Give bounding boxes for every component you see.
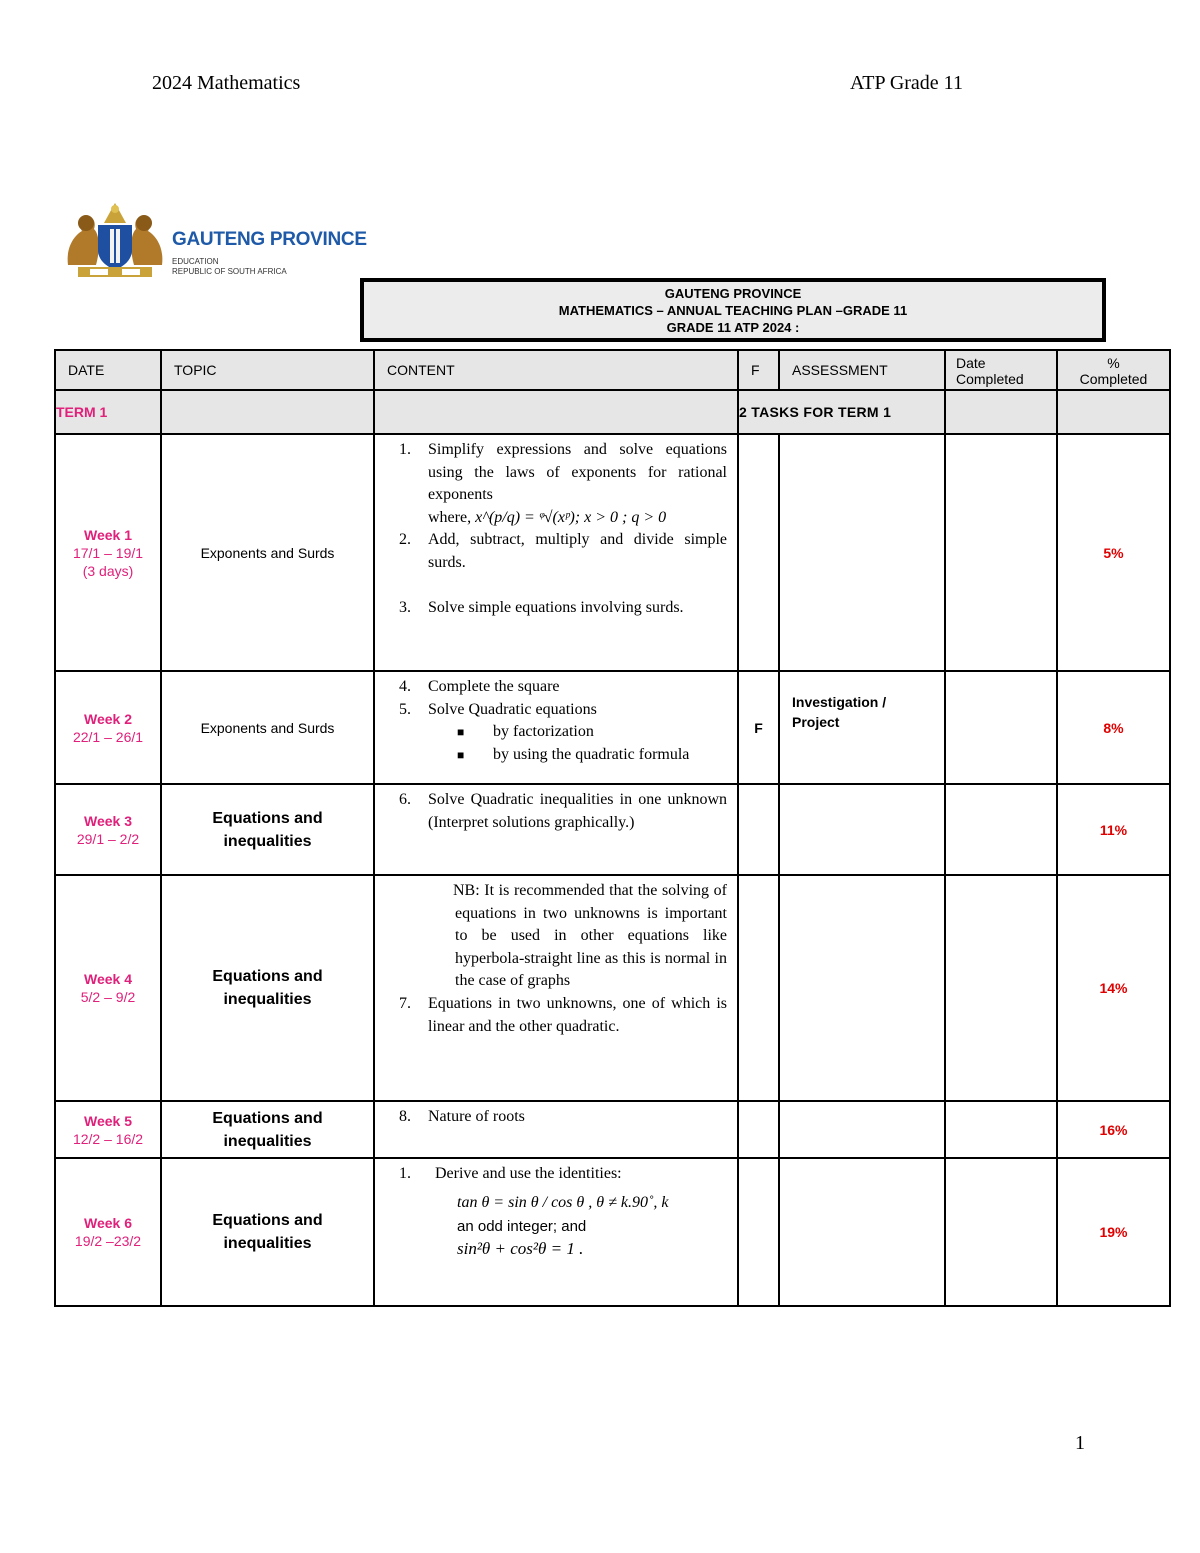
title-line-2: MATHEMATICS – ANNUAL TEACHING PLAN –GRADE 11 bbox=[558, 303, 908, 318]
bullet-icon: ■ bbox=[457, 725, 465, 740]
f-mark bbox=[738, 434, 779, 671]
term-label: TERM 1 bbox=[55, 390, 161, 434]
header-date-completed: Date Completed bbox=[945, 350, 1057, 390]
assessment bbox=[779, 434, 945, 671]
term-tasks: 2 TASKS FOR TERM 1 bbox=[738, 390, 945, 434]
topic: Equations and inequalities bbox=[161, 784, 374, 875]
identity-note: an odd integer; and bbox=[457, 1217, 587, 1235]
f-mark bbox=[738, 1101, 779, 1158]
assessment bbox=[779, 875, 945, 1101]
date-completed[interactable] bbox=[945, 434, 1057, 671]
pct-completed: 5% bbox=[1057, 434, 1170, 671]
header-f: F bbox=[738, 350, 779, 390]
content: 4. Complete the square 5. Solve Quadratic equations ■ by factorization ■ by using the quadratic formula bbox=[374, 671, 738, 784]
logo-province-name: GAUTENG PROVINCE bbox=[172, 229, 367, 250]
term-row bbox=[55, 390, 1170, 434]
header-grade: ATP Grade 11 bbox=[850, 72, 963, 94]
topic: Exponents and Surds bbox=[161, 671, 374, 784]
page-number: 1 bbox=[1075, 1432, 1085, 1454]
date-completed[interactable] bbox=[945, 1158, 1057, 1306]
week-date: Week 3 29/1 – 2/2 bbox=[55, 784, 161, 875]
f-mark bbox=[738, 784, 779, 875]
content: NB: It is recommended that the solving of equations in two unknowns is important to be used in other equations like hyperbola-straight line as this is normal in the case of graphs 7. Equations in two unknowns, one of which is linear and the other quadratic. bbox=[374, 875, 738, 1101]
header-pct-completed: % Completed bbox=[1057, 350, 1170, 390]
header-content: CONTENT bbox=[374, 350, 738, 390]
table-row bbox=[55, 784, 1170, 875]
table-header-row bbox=[55, 350, 1170, 390]
table-row bbox=[55, 434, 1170, 671]
table-row bbox=[55, 671, 1170, 784]
header-assessment: ASSESSMENT bbox=[779, 350, 945, 390]
f-mark bbox=[738, 875, 779, 1101]
f-mark bbox=[738, 1158, 779, 1306]
pct-completed: 11% bbox=[1057, 784, 1170, 875]
assessment bbox=[779, 784, 945, 875]
f-mark: F bbox=[738, 671, 779, 784]
week-date: Week 5 12/2 – 16/2 bbox=[55, 1101, 161, 1158]
header-topic: TOPIC bbox=[161, 350, 374, 390]
topic: Exponents and Surds bbox=[161, 434, 374, 671]
square-identity: sin²θ + cos²θ = 1 . bbox=[457, 1239, 584, 1259]
title-line-3: GRADE 11 ATP 2024 : bbox=[666, 320, 800, 335]
week-date: Week 2 22/1 – 26/1 bbox=[55, 671, 161, 784]
content: 6. Solve Quadratic inequalities in one unknown (Interpret solutions graphically.) bbox=[374, 784, 738, 875]
bullet-icon: ■ bbox=[457, 747, 465, 762]
week-date: Week 6 19/2 –23/2 bbox=[55, 1158, 161, 1306]
teaching-plan-table bbox=[54, 349, 1171, 1307]
nb-note: NB: It is recommended that the solving of equations in two unknowns is important to be used in other equations like hyperbola-straight line as this is normal in the case of graphs bbox=[453, 882, 727, 990]
date-completed[interactable] bbox=[945, 875, 1057, 1101]
header-date: DATE bbox=[55, 350, 161, 390]
gauteng-logo bbox=[60, 195, 367, 285]
week-date: Week 4 5/2 – 9/2 bbox=[55, 875, 161, 1101]
pct-completed: 19% bbox=[1057, 1158, 1170, 1306]
logo-subtitle: EDUCATION REPUBLIC OF SOUTH AFRICA bbox=[172, 257, 287, 276]
topic: Equations and inequalities bbox=[161, 1158, 374, 1306]
title-line-1: GAUTENG PROVINCE bbox=[664, 286, 802, 301]
date-completed[interactable] bbox=[945, 671, 1057, 784]
date-completed[interactable] bbox=[945, 784, 1057, 875]
tan-identity: tan θ = sin θ / cos θ , θ ≠ k.90˚, k bbox=[457, 1193, 669, 1211]
pct-completed: 8% bbox=[1057, 671, 1170, 784]
week-date: Week 1 17/1 – 19/1 (3 days) bbox=[55, 434, 161, 671]
topic: Equations and inequalities bbox=[161, 875, 374, 1101]
topic: Equations and inequalities bbox=[161, 1101, 374, 1158]
header-subject: 2024 Mathematics bbox=[152, 72, 301, 94]
content: 1. Derive and use the identities: tan θ = sin θ / cos θ , θ ≠ k.90˚, k an odd integer; and sin²θ + cos²θ = 1 . bbox=[374, 1158, 738, 1306]
coat-of-arms-icon bbox=[60, 195, 170, 285]
table-row bbox=[55, 1158, 1170, 1306]
date-completed[interactable] bbox=[945, 1101, 1057, 1158]
table-row bbox=[55, 875, 1170, 1101]
content: 8. Nature of roots bbox=[374, 1101, 738, 1158]
pct-completed: 14% bbox=[1057, 875, 1170, 1101]
table-row bbox=[55, 1101, 1170, 1158]
assessment: Investigation / Project bbox=[779, 671, 945, 784]
assessment bbox=[779, 1101, 945, 1158]
plan-title-box bbox=[360, 278, 1106, 342]
assessment bbox=[779, 1158, 945, 1306]
pct-completed: 16% bbox=[1057, 1101, 1170, 1158]
exponent-formula: x^(p/q) = ᵠ√(xᵖ); x > 0 ; q > 0 bbox=[475, 508, 667, 526]
content: 1. Simplify expressions and solve equations using the laws of exponents for rational exponents where, x^(p/q) = ᵠ√(xᵖ); x > 0 ; q > 0 2. Add, subtract, multiply and divide simple surds. 3. Solve simple equations involving surds. bbox=[374, 434, 738, 671]
